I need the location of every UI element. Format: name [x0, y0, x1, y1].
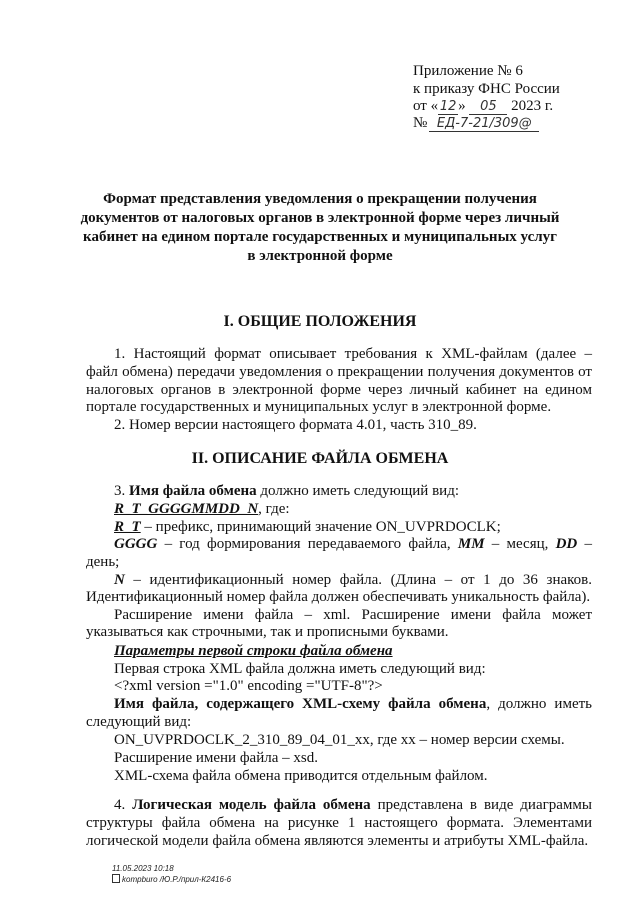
prefix-term: R_T — [114, 519, 141, 535]
para-3-rest: должно иметь следующий вид: — [256, 483, 459, 499]
number-sign: № — [413, 115, 428, 131]
date-year: 2023 г. — [507, 98, 554, 114]
document-icon — [112, 874, 120, 883]
file-name-pattern: R_T_GGGGMMDD_N — [114, 501, 259, 517]
schema-name-term: Имя файла, содержащего XML-схему файла обмена — [114, 696, 487, 712]
appendix-order-ref: к приказу ФНС России — [413, 81, 560, 97]
date-definition — [114, 535, 592, 553]
month-rest: – месяц, — [484, 536, 556, 552]
pattern-rest: , где: — [258, 501, 290, 517]
prefix-rest: – префикс, принимающий значение ON_UVPRDOCLK; — [140, 519, 501, 535]
id-definition-line-2: Идентификационный номер файла должен обеспечивать уникальность файла). — [86, 589, 591, 605]
xml-declaration: <?xml version ="1.0" encoding ="UTF-8"?> — [114, 678, 383, 694]
para-4-line-1 — [114, 796, 592, 814]
day-word: день; — [86, 554, 120, 570]
year-rest: – год формирования передаваемого файла, — [157, 536, 458, 552]
para-4-number: 4. — [114, 797, 133, 813]
day-rest: – — [577, 536, 592, 552]
handwritten-month: 05 — [469, 100, 507, 115]
handwritten-order-number: ЕД-7-21/309@ — [429, 117, 539, 132]
file-name-pattern-line — [114, 500, 290, 518]
section-1-heading: I. ОБЩИЕ ПОЛОЖЕНИЯ — [223, 313, 417, 330]
file-name-term: Имя файла обмена — [129, 483, 257, 499]
extension-line-1: Расширение имени файла – xml. Расширение имени файла может — [114, 607, 592, 623]
schema-name-line-2: следующий вид: — [86, 714, 192, 730]
date-mid: » — [458, 98, 470, 114]
appendix-number: Приложение № 6 — [413, 63, 523, 79]
section-2-heading: II. ОПИСАНИЕ ФАЙЛА ОБМЕНА — [191, 450, 449, 467]
para-2: 2. Номер версии настоящего формата 4.01, часть 310_89. — [114, 417, 477, 433]
year-term: GGGG — [114, 536, 158, 552]
title-line-3: кабинет на едином портале государственных и муниципальных услуг — [83, 229, 557, 245]
id-rest: – идентификационный номер файла. (Длина – от 1 до 36 знаков. — [124, 572, 592, 588]
footer-path-line — [112, 874, 231, 885]
id-definition-line-1 — [114, 571, 592, 589]
schema-extension: Расширение имени файла – xsd. — [114, 750, 318, 766]
handwritten-day: 12 — [439, 99, 457, 114]
schema-name-rest: , должно иметь — [486, 696, 592, 712]
para-1-line-4: портале государственных и муниципальных услуг в электронной форме. — [86, 399, 552, 415]
schema-name-line-1 — [114, 695, 592, 713]
para-4-line-3: логической модели файла обмена являются элементы и атрибуты XML-файла. — [86, 833, 589, 849]
footer-path: kompburo /Ю.Р./прил-К2416-6 — [122, 875, 232, 884]
month-term: MM — [457, 536, 485, 552]
first-line-description: Первая строка XML файла должна иметь следующий вид: — [114, 661, 486, 677]
schema-separate-file: XML-схема файла обмена приводится отдельным файлом. — [114, 768, 488, 784]
logical-model-term: Логическая модель файла обмена — [132, 797, 371, 813]
para-3-number: 3. — [114, 483, 129, 499]
appendix-order-number — [413, 114, 539, 132]
footer-timestamp: 11.05.2023 10:18 — [112, 864, 174, 873]
para-4-line-2: структуры файла обмена на рисунке 1 настоящего формата. Элементами — [86, 815, 592, 831]
para-1-line-3: налоговых органов в электронной форме через личный кабинет на едином — [86, 382, 592, 398]
para-3-line — [114, 482, 459, 500]
title-line-4: в электронной форме — [247, 248, 393, 264]
id-term: N — [114, 572, 125, 588]
schema-file-name: ON_UVPRDOCLK_2_310_89_04_01_xx, где xx – номер версии схемы. — [114, 732, 565, 748]
para-1-line-2: файл обмена) передачи уведомления о прекращении получения документов от — [86, 364, 592, 380]
para-4-rest: представлена в виде диаграммы — [370, 797, 592, 813]
extension-line-2: указываться как строчными, так и прописными буквами. — [86, 624, 449, 640]
first-line-params-heading: Параметры первой строки файла обмена — [114, 643, 393, 659]
title-line-2: документов от налоговых органов в электронной форме через личный — [80, 210, 560, 226]
appendix-date — [413, 97, 553, 115]
date-prefix: от « — [413, 98, 439, 114]
para-1-line-1: 1. Настоящий формат описывает требования к XML-файлам (далее – — [114, 346, 592, 362]
prefix-definition — [114, 518, 501, 536]
title-line-1: Формат представления уведомления о прекращении получения — [103, 191, 537, 207]
day-term: DD — [555, 536, 578, 552]
